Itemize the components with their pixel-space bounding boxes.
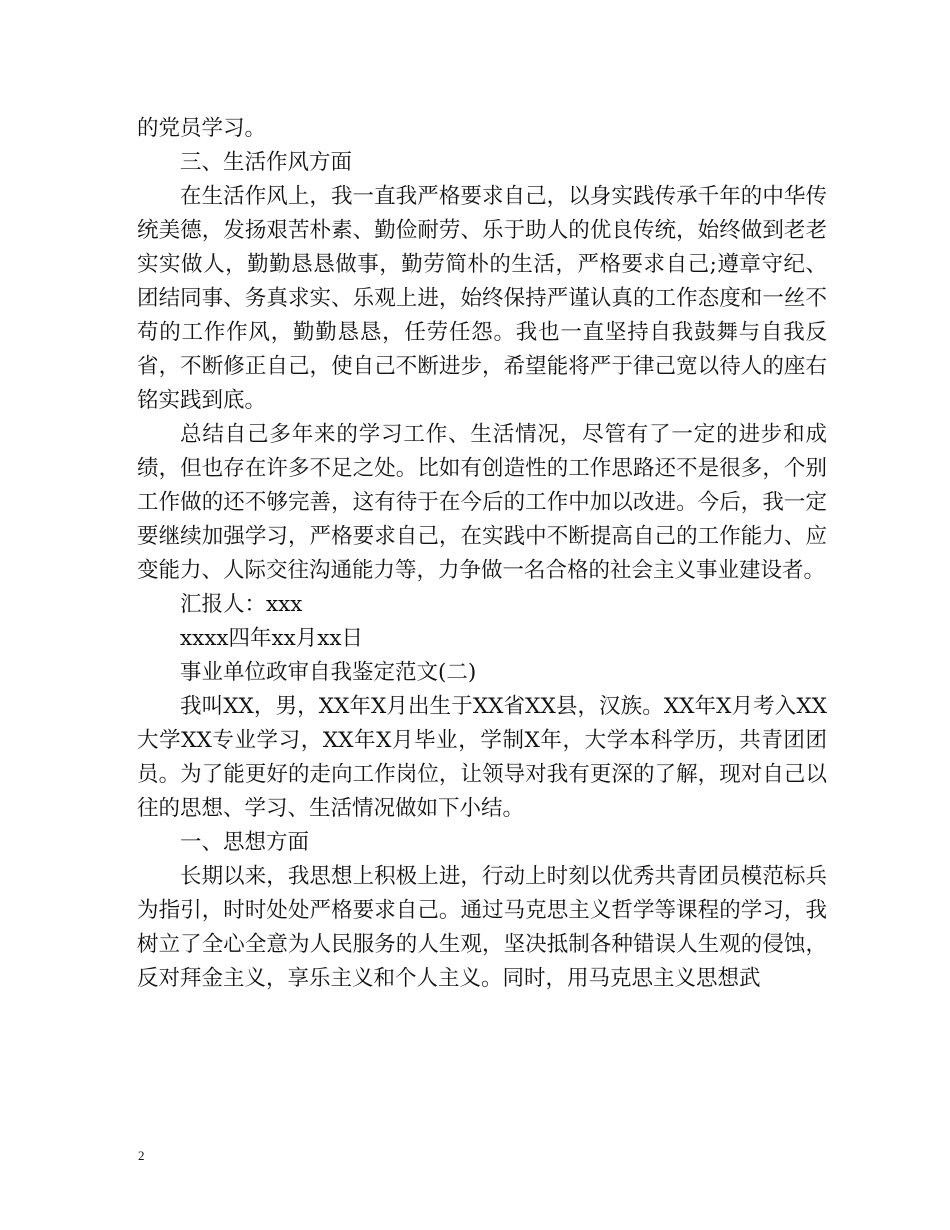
section-heading-lifestyle: 三、生活作风方面 xyxy=(180,150,353,175)
paragraph-continuation: 的党员学习。 xyxy=(137,116,267,141)
date-line: xxxx四年xx月xx日 xyxy=(180,626,364,651)
section-heading-thought: 一、思想方面 xyxy=(180,830,310,855)
sample-title: 事业单位政审自我鉴定范文(二) xyxy=(180,660,477,685)
paragraph-summary: 总结自己多年来的学习工作、生活情况，尽管有了一定的进步和成绩，但也存在许多不足之处。比如有创造性的工作思路还不是很多，个别工作做的还不够完善，这有待于在今后的工作中加以改进。今后，我一定要继续加强学习，严格要求自己，在实践中不断提高自己的工作能力、应变能力、人际交往沟通能力等，力争做一名合格的社会主义事业建设者。 xyxy=(137,422,827,583)
reporter-line: 汇报人：xxx xyxy=(180,592,303,617)
paragraph-lifestyle: 在生活作风上，我一直我严格要求自己，以身实践传承千年的中华传统美德，发扬艰苦朴素、勤俭耐劳、乐于助人的优良传统，始终做到老老实实做人，勤勤恳恳做事，勤劳简朴的生活，严格要求自己;遵章守纪、团结同事、务真求实、乐观上进，始终保持严谨认真的工作态度和一丝不苟的工作作风，勤勤恳恳，任劳任怨。我也一直坚持自我鼓舞与自我反省，不断修正自己，使自己不断进步，希望能将严于律己宽以待人的座右铭实践到底。 xyxy=(137,184,827,413)
paragraph-introduction: 我叫XX，男，XX年X月出生于XX省XX县，汉族。XX年X月考入XX大学XX专业学习，XX年X月毕业，学制X年，大学本科学历，共青团团员。为了能更好的走向工作岗位，让领导对我有更深的了解，现对自己以往的思想、学习、生活情况做如下小结。 xyxy=(137,694,827,821)
page-number: 2 xyxy=(138,1148,145,1163)
document-body xyxy=(137,112,827,996)
paragraph-thought: 长期以来，我思想上积极上进，行动上时刻以优秀共青团员模范标兵为指引，时时处处严格要求自己。通过马克思主义哲学等课程的学习，我树立了全心全意为人民服务的人生观，坚决抵制各种错误人生观的侵蚀，反对拜金主义，享乐主义和个人主义。同时，用马克思主义思想武 xyxy=(137,864,827,991)
